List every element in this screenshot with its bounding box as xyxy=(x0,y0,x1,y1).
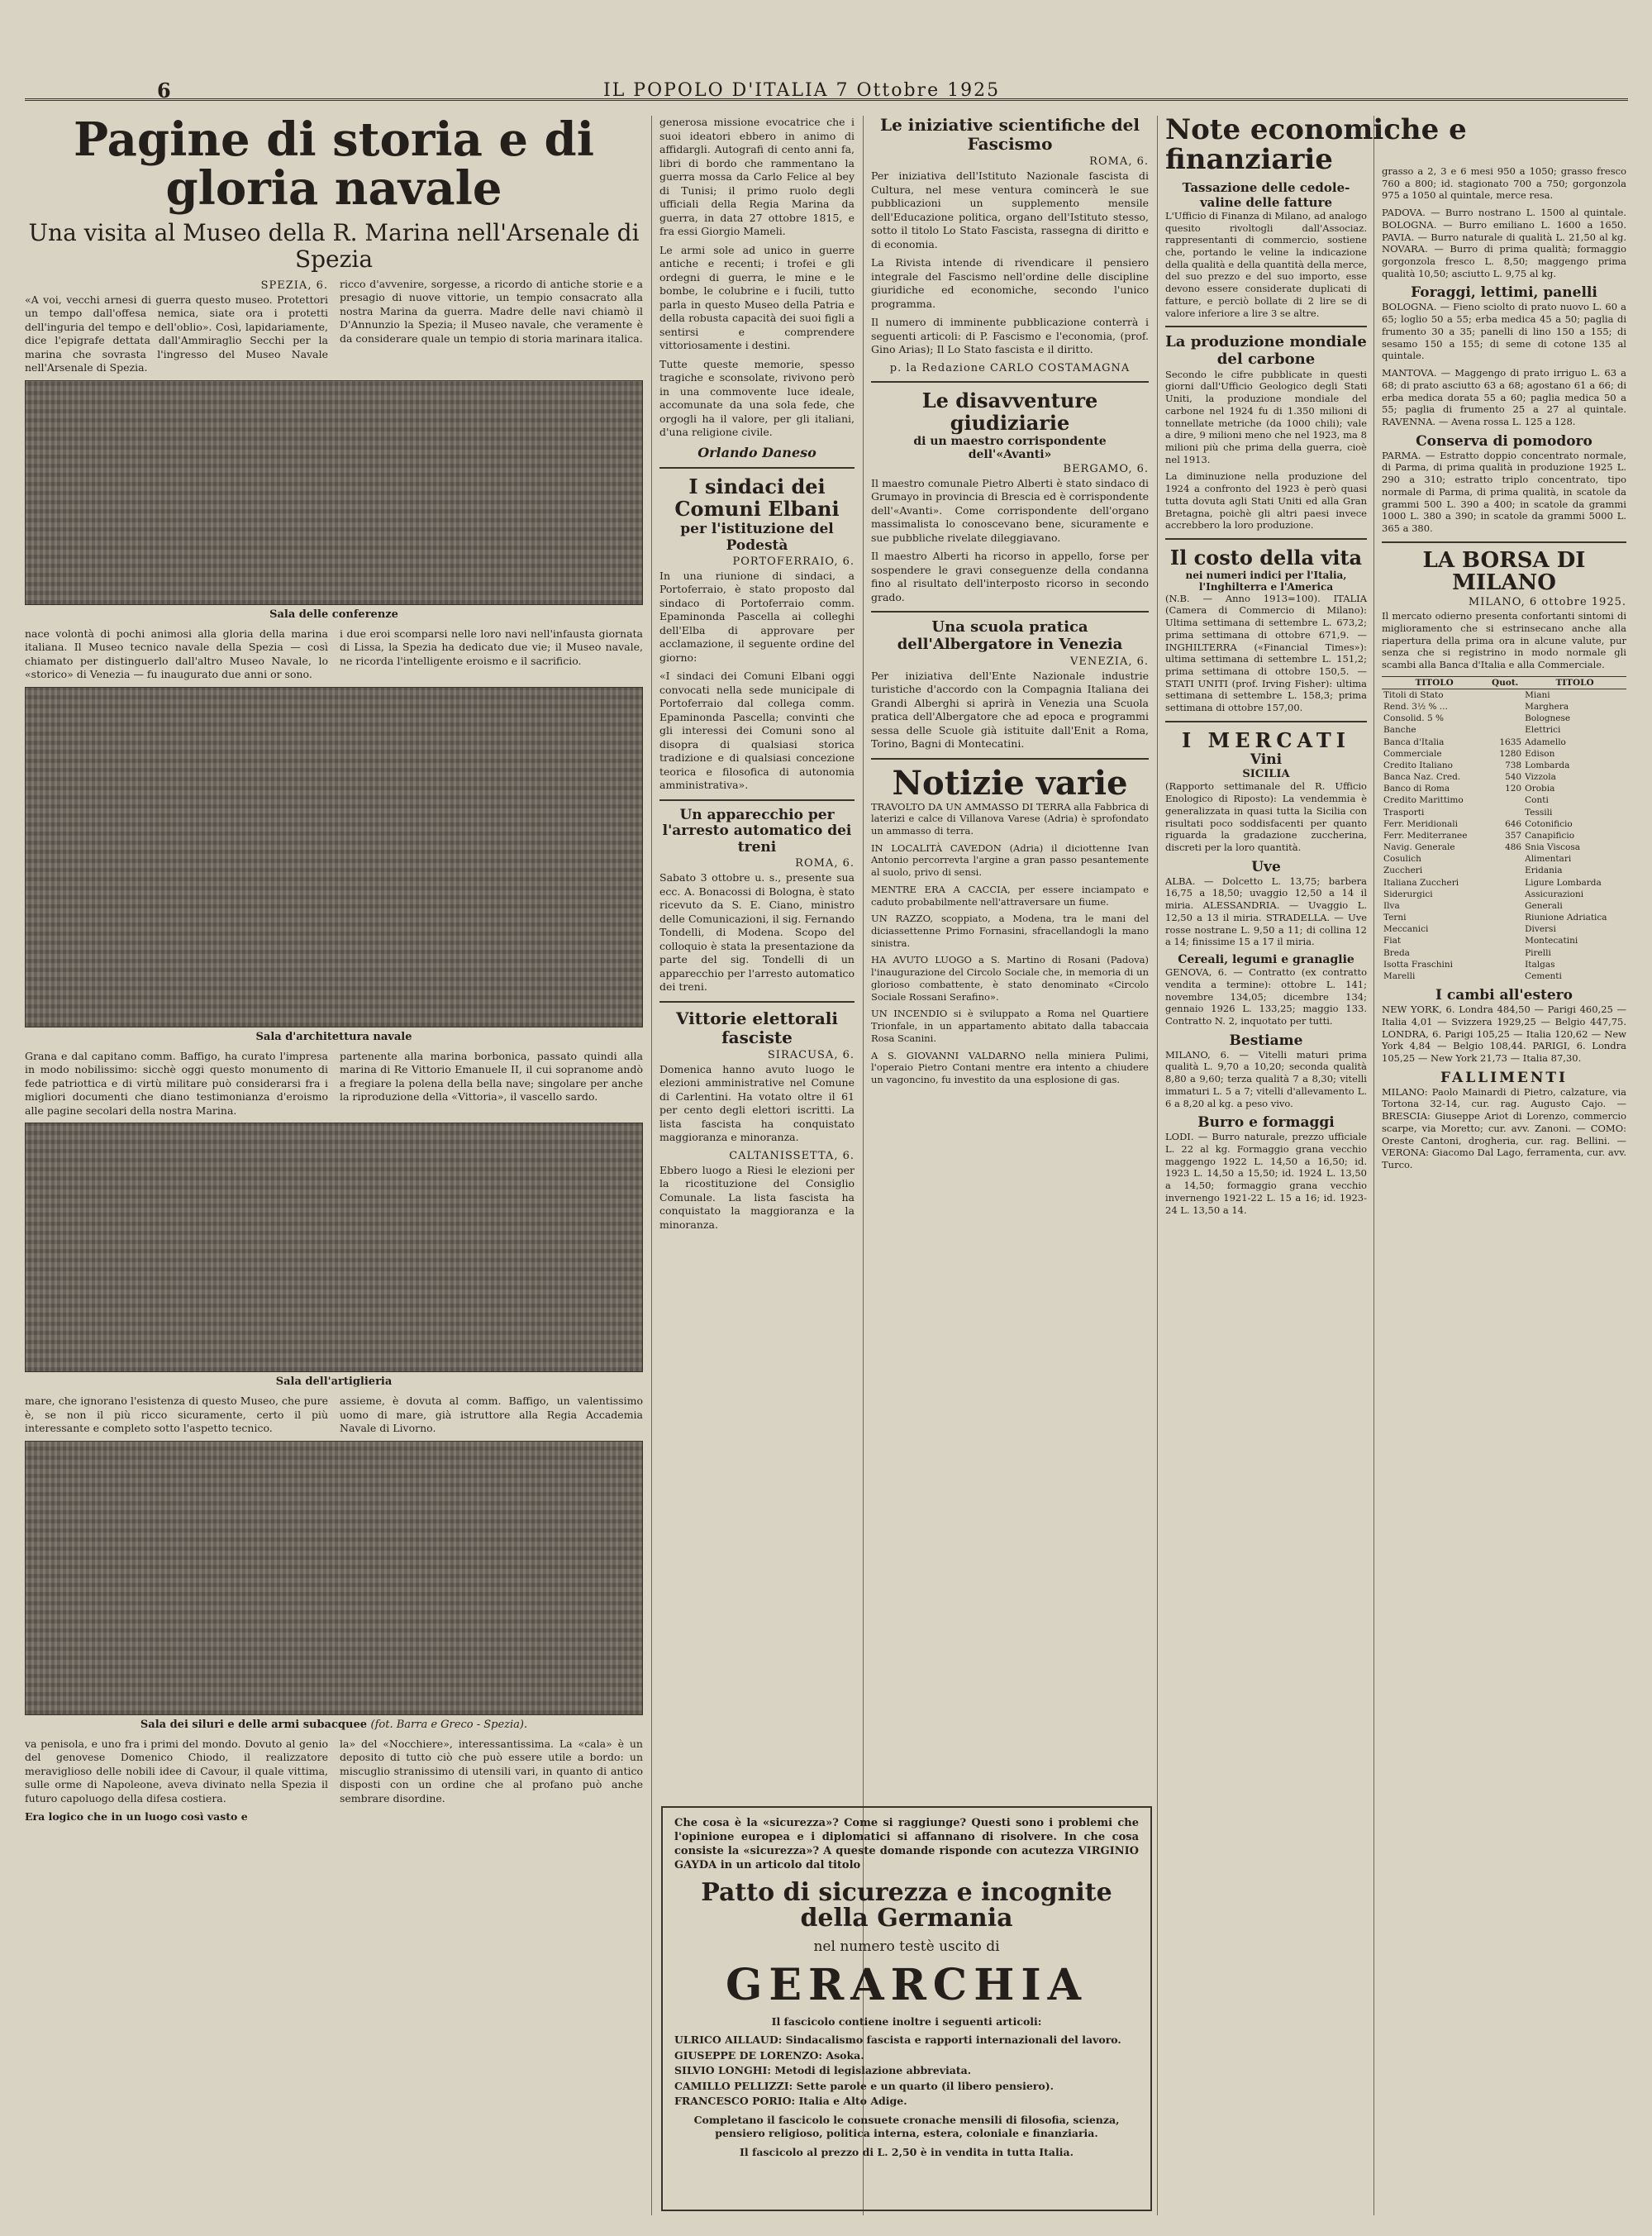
paragraph: Secondo le cifre pubblicate in questi giorni dall'Ufficio Geologico degli Stati Uniti, la produzione mondiale del carbone nel 1924 fu di 1.350 milioni di tonnellate metriche (da 1000 chili); vale a dire, 9 milioni meno che nel 1923, ma 8 milioni più che prima della guerra, cioè nel 1913. xyxy=(1165,368,1367,465)
section-headline: LA BORSA DI MILANO xyxy=(1422,547,1586,595)
subsection-title: FALLIMENTI xyxy=(1440,1069,1569,1086)
table-cell: Elettrici xyxy=(1525,725,1561,736)
table-row xyxy=(1382,889,1626,900)
article-headline: Un apparecchio per l'arresto automatico dei treni xyxy=(662,806,852,856)
article-subheadline: di un maestro corrispondente dell'«Avanti» xyxy=(913,434,1107,461)
table-cell xyxy=(1487,900,1523,912)
article-headline: Le iniziative scientifiche del Fascismo xyxy=(880,115,1140,154)
article-headline: Vittorie elettorali fasciste xyxy=(676,1008,838,1047)
column-3 xyxy=(871,116,1149,1091)
table-cell: Marelli xyxy=(1383,971,1416,981)
ad-outro: Completano il fascicolo le consuete cronache mensili di filosofia, scienza, pensiero religioso, politica interna, estera, coloniale e finanziaria. xyxy=(693,2113,1120,2140)
table-cell: Bolognese xyxy=(1525,713,1571,724)
section-headline: I MERCATI xyxy=(1182,727,1350,752)
table-header: TITOLO xyxy=(1523,676,1626,689)
ad-title: Patto di sicurezza e incognite della Germania xyxy=(701,1877,1112,1933)
table-cell xyxy=(1487,877,1523,889)
table-row xyxy=(1382,923,1626,935)
article-headline: I sindaci dei Comuni Elbani xyxy=(674,474,840,522)
table-row xyxy=(1382,771,1626,783)
table-cell: Zuccheri xyxy=(1383,865,1423,876)
photo-caption: Sala delle conferenze xyxy=(269,608,398,621)
photo-caption: Sala d'architettura navale xyxy=(255,1030,412,1043)
table-row xyxy=(1382,748,1626,760)
subsection-title: Foraggi, lettimi, panelli xyxy=(1411,284,1597,302)
column-rule xyxy=(1373,116,1374,2215)
paragraph: Le armi sole ad unico in guerre antiche e recenti; i trofei e gli ordegni di guerra, le mine e le bombe, le colubrine e i fucili, tutto parla in questo Museo della Patria e della robusta capacità dei suoi figli a sentirsi e comprendere vittoriosamente i destini. xyxy=(659,243,855,351)
table-row xyxy=(1382,807,1626,818)
table-row xyxy=(1382,959,1626,970)
table-row xyxy=(1382,947,1626,959)
table-cell: Commerciale xyxy=(1383,748,1442,759)
ad-toc-item: GIUSEPPE DE LORENZO: Asoka. xyxy=(674,2048,864,2062)
paragraph: i due eroi scomparsi nelle loro navi nell'infausta giornata di Lissa, la Spezia ha dedicato due vie; il Museo navale, ne ricorda l'intelligente eroismo e il sacrificio. xyxy=(340,627,643,667)
dateline: SIRACUSA, 6. xyxy=(767,1048,855,1061)
dateline: PORTOFERRAIO, 6. xyxy=(732,555,855,568)
gerarchia-advertisement xyxy=(661,1806,1152,2211)
paragraph: Grana e dal capitano comm. Baffigo, ha curato l'impresa in modo nobilissimo: sicchè oggi questo monumento di fede patriottica e di virtù militare può considerarsi fra i migliori documenti che diano testimonianza d'eroismo alle pagine secolari della nostra Marina. xyxy=(25,1049,328,1117)
paragraph: Per iniziativa dell'Istituto Nazionale fascista di Cultura, nel mese ventura comincerà le sue pubblicazioni un supplemento mensile dell'Educazione politica, organo dell'Istituto stesso, sotto il titolo Lo Stato Fascista, rassegna di diritto e di economia. xyxy=(871,169,1149,250)
ad-toc-item: ULRICO AILLAUD: Sindacalismo fascista e rapporti internazionali del lavoro. xyxy=(674,2033,1121,2047)
photo-caption-text: Sala dei siluri e delle armi subacquee xyxy=(140,1718,367,1731)
ad-toc-item: CAMILLO PELLIZZI: Sette parole e un quarto (il libero pensiero). xyxy=(674,2079,1054,2092)
stock-quote-table xyxy=(1382,676,1626,982)
article-subheadline: per l'istituzione del Podestà xyxy=(680,520,834,554)
table-cell: 540 xyxy=(1505,772,1522,783)
table-row xyxy=(1382,818,1626,830)
paragraph: MILANO, 6. — Vitelli maturi prima qualità L. 9,70 a 10,20; seconda qualità 8,80 a 9,60; terza qualità 7 a 8,30; vitelli immaturi L. 5 a 7; vitelli d'allevamento L. 6 a 8,20 al kg. a peso vivo. xyxy=(1165,1048,1367,1109)
paragraph: Tutte queste memorie, spesso tragiche e sconsolate, rivivono però in una commovente luce ideale, accomunate da una sola fede, che orgogli ha il valore, per gli italiani, d'una religione civile. xyxy=(659,357,855,438)
page-number: 6 xyxy=(157,79,171,103)
table-cell: Ilva xyxy=(1383,900,1400,911)
table-row xyxy=(1382,853,1626,865)
photo-caption: Sala dell'artiglieria xyxy=(275,1375,393,1389)
table-cell: 1635 xyxy=(1499,737,1522,747)
article-subheadline: nei numeri indici per l'Italia, l'Inghilterra e l'America xyxy=(1185,569,1347,593)
table-cell: Terni xyxy=(1383,913,1407,923)
photo-naval-architecture-hall xyxy=(25,687,643,1027)
subsection-title: Bestiame xyxy=(1229,1032,1303,1049)
table-cell: Consolid. 5 % xyxy=(1383,713,1444,724)
paragraph: ALBA. — Dolcetto L. 13,75; barbera 16,75 a 18,50; uvaggio 12,50 a 14 il miria. ALESSANDRIA. — Uvaggio L. 12,50 a 13 il miria. STRADELLA. — Uve rosse nostrane L. 9,50 a 11; di collina 12 a 14; finissime 15 a 17 il miria. xyxy=(1165,875,1367,948)
paragraph: BOLOGNA. — Fieno sciolto di prato nuovo L. 60 a 65; loglio 50 a 55; erba medica 45 a 50; paglia di frumento 30 a 35; panelli di lino 150 a 155; di sesamo 150 a 155; di seme di cotone 135 al quintale. xyxy=(1382,301,1626,362)
article-headline: Tassazione delle cedole-valine delle fatture xyxy=(1182,180,1350,210)
photo-torpedo-hall xyxy=(25,1441,643,1715)
dateline: ROMA, 6. xyxy=(795,857,855,870)
table-cell: 738 xyxy=(1505,760,1522,770)
table-header: Quot. xyxy=(1487,676,1523,689)
table-row xyxy=(1382,760,1626,771)
table-cell: Navig. Generale xyxy=(1383,842,1455,853)
table-cell: Isotta Fraschini xyxy=(1383,959,1453,970)
column-rule xyxy=(1157,116,1158,2215)
photo-artillery-hall xyxy=(25,1123,643,1372)
paragraph: LODI. — Burro naturale, prezzo ufficiale L. 22 al kg. Formaggio grana vecchio maggengo 1922 L. 14,50 a 16,50; id. 1923 L. 14,50 a 15,50; id. 1924 L. 13,50 a 14,50; formaggio grana vecchio invernengo 1921-22 L. 15 a 16; id. 1923-24 L. 13,50 a 14. xyxy=(1165,1131,1367,1216)
table-cell xyxy=(1487,923,1523,935)
ad-price: Il fascicolo al prezzo di L. 2,50 è in vendita in tutta Italia. xyxy=(740,2145,1074,2158)
table-cell: Credito Italiano xyxy=(1383,760,1453,770)
dateline: VENEZIA, 6. xyxy=(1070,655,1149,668)
paragraph: assieme, è dovuta al comm. Baffigo, un valentissimo uomo di mare, già istruttore alla Regia Accademia Navale di Livorno. xyxy=(340,1395,643,1435)
article-subheadline: Una visita al Museo della R. Marina nell'Arsenale di Spezia xyxy=(28,218,640,273)
table-cell: Conti xyxy=(1525,795,1549,806)
table-cell xyxy=(1487,959,1523,970)
table-row xyxy=(1382,877,1626,889)
subsection-title: I cambi all'estero xyxy=(1435,987,1573,1004)
photo-conference-hall xyxy=(25,380,643,605)
table-cell xyxy=(1487,701,1523,713)
table-cell: Marghera xyxy=(1525,702,1569,713)
table-cell: Generali xyxy=(1525,900,1563,911)
paragraph: Era logico che in un luogo così vasto e xyxy=(25,1810,248,1824)
table-cell: Fiat xyxy=(1383,936,1402,946)
table-cell: Vizzola xyxy=(1525,772,1556,783)
paragraph: partenente alla marina borbonica, passato quindi alla marina di Re Vittorio Emanuele II, il cui sopranome andò a fregiare la polena della bella nave; singolare per anche la riproduzione della «Vittoria», il vascello sardo. xyxy=(340,1049,643,1104)
column-2 xyxy=(659,116,855,1237)
paragraph: Sabato 3 ottobre u. s., presente sua ecc. A. Bonacossi di Bologna, è stato ricevuto da S. E. Ciano, ministro delle Comunicazioni, il sig. Fernando Tondelli, di Modena. Scopo del colloquio è stata la presentazione da parte del sig. Tondelli di un apparecchio per l'arresto automatico dei treni. xyxy=(659,871,855,994)
table-cell xyxy=(1487,947,1523,959)
paragraph: NEW YORK, 6. Londra 484,50 — Parigi 460,25 — Italia 4,01 — Svizzera 1929,25 — Belgio 447,75. LONDRA, 6. Parigi 105,25 — Italia 120,62 — New York 4,84 — Belgio 108,44. PARIGI, 6. Londra 105,25 — New York 21,73 — Italia 87,30. xyxy=(1382,1004,1626,1065)
table-cell: 357 xyxy=(1505,830,1522,841)
table-cell: Banca d'Italia xyxy=(1383,737,1445,747)
article-headline: Le disavventure giudiziarie xyxy=(921,388,1098,436)
table-cell: Credito Marittimo xyxy=(1383,795,1464,806)
subsection-title: Burro e formaggi xyxy=(1197,1114,1335,1132)
table-cell: Cotonificio xyxy=(1525,818,1573,829)
table-cell: Canapificio xyxy=(1525,830,1575,841)
dateline: ROMA, 6. xyxy=(1089,155,1149,168)
table-row xyxy=(1382,783,1626,794)
paragraph: nace volontà di pochi animosi alla gloria della marina italiana. Il Museo tecnico navale della Spezia — così chiamato per distinguerlo dall'altro Museo Navale, lo «storico» di Venezia — fu inaugurato due anni or sono. xyxy=(25,627,328,681)
table-cell xyxy=(1487,865,1523,876)
paragraph: Ebbero luogo a Riesi le elezioni per la ricostituzione del Consiglio Comunale. La lista fascista ha conquistato la maggioranza e la minoranza. xyxy=(659,1163,855,1231)
news-item: HA AVUTO LUOGO a S. Martino di Rosani (Padova) l'inaugurazione del Circolo Sociale che, in memoria di un glorioso combattente, è stato denominato «Circolo Sociale Rossani Serafino». xyxy=(871,954,1149,1003)
paragraph: Il mercato odierno presenta confortanti sintomi di miglioramento che si estrinsecano anche alla riapertura della prima ora in alcune valute, pur senza che si registrino in modo normale gli scambi alla Banca d'Italia e alla Commerciale. xyxy=(1382,610,1626,671)
table-cell xyxy=(1487,724,1523,736)
paragraph: GENOVA, 6. — Contratto (ex contratto vendita a termine): ottobre L. 141; novembre 134,05; dicembre 134; gennaio 1926 L. 133,25; maggio 133. Contratto N. 2, inquotato per tutti. xyxy=(1165,966,1367,1027)
author-signature: Orlando Daneso xyxy=(697,444,816,460)
subsection-title: Vini xyxy=(1250,751,1283,769)
dateline: MILANO, 6 ottobre 1925. xyxy=(1468,596,1626,609)
table-row xyxy=(1382,713,1626,724)
table-cell: Titoli di Stato xyxy=(1383,689,1444,700)
paragraph: L'Ufficio di Finanza di Milano, ad analogo quesito rivoltogli dall'Associaz. rappresentanti di commercio, sostiene che, portando le veline la indicazione della qualità e della quantità della merce, del suo prezzo e del suo importo, esse devono essere considerate duplicati di fatture, e perciò bollate di 2 lire se di valore inferiore a lire 3 se altre. xyxy=(1165,209,1367,319)
subsection-title: Conserva di pomodoro xyxy=(1416,432,1592,450)
journal-name: GERARCHIA xyxy=(725,1959,1088,2010)
table-row xyxy=(1382,970,1626,982)
table-cell xyxy=(1487,889,1523,900)
column-rule xyxy=(651,116,652,2215)
table-row xyxy=(1382,830,1626,841)
table-cell: Breda xyxy=(1383,947,1410,958)
paragraph: «A voi, vecchi arnesi di guerra questo museo. Protettori un tempo dall'offesa nemica, siate ora i protetti dell'inguria del tempo e dell'oblio». Così, lapidariamente, dice l'epigrafe dettata dall'Ammiraglio Secchi per la marina che sovrasta l'ingresso del Museo Navale nell'Arsenale di Spezia. xyxy=(25,293,328,374)
paragraph: va penisola, e uno fra i primi del mondo. Dovuto al genio del genovese Domenico Chiodo, il realizzatore meraviglioso delle nobili idee di Cavour, il quale vittima, sulle orme di Napoleone, aveva divinato nella Spezia il futuro capoluogo della difesa costiera. xyxy=(25,1737,328,1805)
table-cell: Edison xyxy=(1525,748,1555,759)
table-cell: Lombarda xyxy=(1525,760,1570,770)
table-row xyxy=(1382,737,1626,748)
dateline: BERGAMO, 6. xyxy=(1063,462,1149,475)
table-cell: Siderurgici xyxy=(1383,889,1433,899)
news-item: A S. GIOVANNI VALDARNO nella miniera Pulimi, l'operaio Pietro Contani mentre era intento a chiudere un vagoncino, fu investito da una esplosione di gas. xyxy=(871,1049,1149,1085)
article-headline: Pagine di storia e di gloria navale xyxy=(74,112,594,216)
subsection-title: Cereali, legumi e granaglie xyxy=(1178,953,1354,967)
table-cell xyxy=(1487,689,1523,701)
market-column xyxy=(1382,165,1626,1176)
table-cell: Tessili xyxy=(1525,807,1553,818)
table-cell: Diversi xyxy=(1525,924,1556,935)
paragraph: PADOVA. — Burro nostrano L. 1500 al quintale. BOLOGNA. — Burro emiliano L. 1600 a 1650. PAVIA. — Burro naturale di qualità L. 21,50 al kg. NOVARA. — Burro di prima qualità; formaggio gorgonzola fresco L. 8,50; maggengo prima qualità 10,50; asciutto L. 9,75 al kg. xyxy=(1382,207,1626,279)
paragraph: grasso a 2, 3 e 6 mesi 950 a 1050; grasso fresco 760 a 800; id. stagionato 700 a 750; gorgonzola 975 a 1050 al quintale, merce resa. xyxy=(1382,165,1626,202)
table-cell: Montecatini xyxy=(1525,936,1578,946)
table-cell: Meccanici xyxy=(1383,924,1429,935)
article-headline: Notizie varie xyxy=(892,763,1128,803)
table-cell: Banca Naz. Cred. xyxy=(1383,772,1461,783)
subsection-title: Uve xyxy=(1251,858,1281,875)
table-cell xyxy=(1487,912,1523,923)
table-cell: Italiana Zuccheri xyxy=(1383,877,1459,888)
table-cell: Eridania xyxy=(1525,865,1563,876)
table-cell xyxy=(1487,970,1523,982)
paragraph: generosa missione evocatrice che i suoi ideatori ebbero in animo di affidargli. Autografi di cento anni fa, libri di bordo che rammentano la guerra mossa da Carlo Felice al bey di Tunisi; il primo ruolo degli ufficiali della Regia Marina da guerra, in data 27 ottobre 1815, e fra essi Giorgio Mameli. xyxy=(659,116,855,237)
news-item: TRAVOLTO DA UN AMMASSO DI TERRA alla Fabbrica di laterizi e calce di Villanova Varese (Adria) è sprofondato un ammasso di terra. xyxy=(871,800,1149,837)
paragraph: Domenica hanno avuto luogo le elezioni amministrative nel Comune di Carlentini. Ha votato oltre il 61 per cento degli elettori iscritti. La lista fascista ha conquistato maggioranza e minoranza. xyxy=(659,1062,855,1144)
newspaper-title: IL POPOLO D'ITALIA 7 Ottobre 1925 xyxy=(603,80,1001,101)
table-row xyxy=(1382,701,1626,713)
table-cell xyxy=(1487,713,1523,724)
table-cell: Cosulich xyxy=(1383,854,1421,865)
table-cell xyxy=(1487,807,1523,818)
table-cell: Alimentari xyxy=(1525,854,1572,865)
paragraph: ricco d'avvenire, sorgesse, a ricordo di antiche storie e a presagio di nuove vittorie, un tempio consacrato alla nostra Marina da guerra. Madre delle navi chiamò il D'Annunzio la Spezia; il Museo navale, che veramente è da considerare quale un tempio di storia marinara italica. xyxy=(340,277,643,345)
table-cell: Assicurazioni xyxy=(1525,889,1584,899)
paragraph: MILANO: Paolo Mainardi di Pietro, calzature, via Tortona 32-14, cur. rag. Augusto Cajo. — BRESCIA: Giuseppe Ariot di Lorenzo, commercio scarpe, via Moretto; cur. avv. Zanoni. — COMO: Oreste Cantoni, drogheria, cur. rag. Bellini. — VERONA: Giacomo Dal Lago, ferramenta, cur. avv. Turco. xyxy=(1382,1085,1626,1171)
table-cell xyxy=(1487,935,1523,946)
table-cell: Snia Viscosa xyxy=(1525,842,1581,853)
subsection-title: SICILIA xyxy=(1242,768,1290,781)
table-cell: Banche xyxy=(1383,725,1416,736)
ad-toc xyxy=(674,2033,1139,2109)
table-cell: Banco di Roma xyxy=(1383,784,1450,794)
ad-toc-item: SILVIO LONGHI: Metodi di legislazione abbreviata. xyxy=(674,2064,972,2077)
article-headline: La produzione mondiale del carbone xyxy=(1165,333,1367,369)
paragraph: (N.B. — Anno 1913=100). ITALIA (Camera di Commercio di Milano): Ultima settimana di settembre L. 673,2; prima settimana di ottobre 671,9. — INGHILTERRA («Financial Times»): ultima settimana di settembre L. 151,2; prima settimana di ottobre 150,5. — STATI UNITI (prof. Irving Fisher): ultima settimana di settembre L. 158,3; prima settimana di ottobre 157,00. xyxy=(1165,592,1367,714)
table-row xyxy=(1382,794,1626,806)
table-cell: Ligure Lombarda xyxy=(1525,877,1602,888)
table-row xyxy=(1382,865,1626,876)
article-headline: Una scuola pratica dell'Albergatore in Venezia xyxy=(897,618,1123,653)
news-item: UN RAZZO, scoppiato, a Modena, tra le mani del diciassettenne Primo Fornasini, sfracellandogli la mano sinistra. xyxy=(871,913,1149,949)
section-headline: Note economiche e finanziarie xyxy=(1165,113,1467,176)
table-cell: 1280 xyxy=(1499,748,1522,759)
ad-toc-intro: Il fascicolo contiene inoltre i seguenti articoli: xyxy=(771,2014,1042,2028)
table-cell: 646 xyxy=(1505,818,1522,829)
table-cell: Rend. 3½ % ... xyxy=(1383,702,1448,713)
table-cell: Riunione Adriatica xyxy=(1525,913,1607,923)
photo-caption xyxy=(25,1719,643,1731)
table-cell: Miani xyxy=(1525,689,1550,700)
paragraph: PARMA. — Estratto doppio concentrato normale, di Parma, di prima qualità in produzione 1925 L. 290 a 310; estratto triplo concentrato, tipo normale di Parma, di prima qualità, in scatole da grammi 500 L. 390 a 400; in scatole da grammi 1000 L. 380 a 390; in scatole da grammi 5000 L. 365 a 380. xyxy=(1382,449,1626,534)
ad-intro: Che cosa è la «sicurezza»? Come si raggiunge? Questi sono i problemi che l'opinione europea e i diplomatici si affannano di risolvere. In che cosa consiste la «sicurezza»? A queste domande risponde con acutezza VIRGINIO GAYDA in un articolo dal titolo xyxy=(674,1817,1139,1872)
naval-museum-article xyxy=(25,112,643,1829)
table-cell xyxy=(1487,853,1523,865)
news-item: IN LOCALITÀ CAVEDON (Adria) il diciottenne Ivan Antonio percorrevta l'argine a gran passo pesantemente al suolo, privo di sensi. xyxy=(871,841,1149,879)
table-row xyxy=(1382,935,1626,946)
paragraph: «I sindaci dei Comuni Elbani oggi convocati nella sede municipale di Portoferraio dal collega comm. Epaminonda Pascella; convinti che gli interessi dei Comuni sono al disopra di qualsiasi storica tradizione e di qualsiasi concezione teorica e filosofica di autonomia amministrativa». xyxy=(659,670,855,792)
table-cell: Cementi xyxy=(1525,971,1562,981)
table-cell xyxy=(1487,794,1523,806)
dateline: SPEZIA, 6. xyxy=(260,279,328,292)
paragraph: La Rivista intende di rivendicare il pensiero integrale del Fascismo nell'ordine delle discipline giuridiche ed economiche, secondo l'unico programma. xyxy=(871,256,1149,310)
table-cell: 486 xyxy=(1505,842,1522,853)
table-header: TITOLO xyxy=(1382,676,1487,689)
table-cell: Italgas xyxy=(1525,959,1555,970)
dateline: CALTANISSETTA, 6. xyxy=(729,1149,855,1162)
news-item: MENTRE ERA A CACCIA, per essere inciampato e caduto probabilmente nell'attraversare un fiume. xyxy=(871,883,1149,908)
table-cell: Orobia xyxy=(1525,784,1555,794)
table-row xyxy=(1382,724,1626,736)
article-headline: Il costo della vita xyxy=(1169,546,1363,570)
news-item: UN INCENDIO si è sviluppato a Roma nel Quartiere Trionfale, in un appartamento abitato dalla tabaccaia Rosa Scanini. xyxy=(871,1008,1149,1044)
table-cell: Pirelli xyxy=(1525,947,1551,958)
table-row xyxy=(1382,900,1626,912)
photo-credit: (fot. Barra e Greco - Spezia). xyxy=(370,1718,528,1731)
paragraph: Il maestro comunale Pietro Alberti è stato sindaco di Grumayo in provincia di Brescia ed è corrispondente dell'«Avanti». Come corrispondente dell'organo massimalista lo conoscevano bene, sicuramente e sue pubbliche rivelate dileggiavano. xyxy=(871,476,1149,544)
ad-toc-item: FRANCESCO PORIO: Italia e Alto Adige. xyxy=(674,2095,907,2108)
paragraph: Per iniziativa dell'Ente Nazionale industrie turistiche d'accordo con la Compagnia Italiana dei Grandi Alberghi si aprirà in Venezia una Scuola pratica dell'Albergatore che ad epoca e programmi sessa delle Scuole già istituite dall'Enit a Roma, Torino, Bagni di Montecatini. xyxy=(871,669,1149,751)
paragraph: In una riunione di sindaci, a Portoferraio, è stato proposto dal sindaco di Portoferraio comm. Epaminonda Pascella ai colleghi dell'Elba di approvare per acclamazione, il seguente ordine del giorno: xyxy=(659,569,855,664)
paragraph: Il maestro Alberti ha ricorso in appello, forse per sospendere le gravi conseguenze della condanna fino al risultato dell'interposto ricorso in secondo grado. xyxy=(871,550,1149,603)
table-row xyxy=(1382,912,1626,923)
paragraph: mare, che ignorano l'esistenza di questo Museo, che pure è, se non il più ricco sicuramente, certo il più interessante e completo sotto l'aspetto tecnico. xyxy=(25,1395,328,1435)
paragraph: (Rapporto settimanale del R. Ufficio Enologico di Riposto): La vendemmia è generalizzata in quasi tutta la Sicilia con risultati poco soddisfacenti per quanto riguarda la gradazione zuccherina, discreti per la loro quantità. xyxy=(1165,780,1367,854)
paragraph: MANTOVA. — Maggengo di prato irriguo L. 63 a 68; di prato asciutto 63 a 68; agostano 61 a 66; di erba medica dorata 55 a 60; paglia medica 50 a 55; paglia di frumento 25 a 27 al quintale. RAVENNA. — Avena rossa L. 125 a 128. xyxy=(1382,367,1626,427)
table-row xyxy=(1382,689,1626,701)
table-cell: Ferr. Meridionali xyxy=(1383,818,1458,829)
table-cell: Trasporti xyxy=(1383,807,1425,818)
paragraph: la» del «Nocchiere», interessantissima. La «cala» è un deposito di tutto ciò che può essere utile a bordo: un miscuglio stranissimo di utensili vari, in quanto di antico disposti con un ordine che al profano può anche sembrare disordine. xyxy=(340,1737,643,1805)
ad-subtitle: nel numero testè uscito di xyxy=(813,1938,1000,1955)
author-signature: p. la Redazione CARLO COSTAMAGNA xyxy=(889,361,1131,374)
table-cell: Ferr. Mediterranee xyxy=(1383,830,1468,841)
table-cell: 120 xyxy=(1505,784,1522,794)
masthead xyxy=(25,79,1628,101)
table-row xyxy=(1382,841,1626,853)
table-cell: Adamello xyxy=(1525,737,1566,747)
paragraph: La diminuzione nella produzione del 1924 a confronto del 1923 è però quasi tutta dovuta agli Stati Uniti ed alla Gran Bretagna, poichè gli altri paesi invece accrebbero la loro produzione. xyxy=(1165,470,1367,532)
paragraph: Il numero di imminente pubblicazione conterrà i seguenti articoli: di P. Fascismo e l'economia, (prof. Gino Arias); Il Lo Stato fascista e il diritto. xyxy=(871,316,1149,355)
